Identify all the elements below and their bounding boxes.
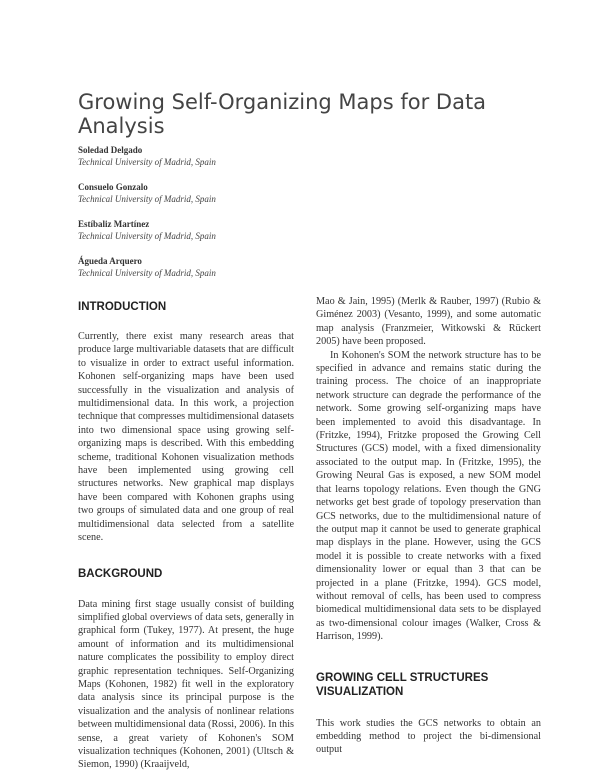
- paper-title: Growing Self-Organizing Maps for Data Analysis: [78, 90, 487, 138]
- author-name: Águeda Arquero: [78, 256, 142, 266]
- author-name: Consuelo Gonzalo: [78, 182, 148, 192]
- right-column: [316, 295, 541, 757]
- author-name: Estíbaliz Martínez: [78, 219, 150, 229]
- introduction-heading: INTRODUCTION: [78, 301, 167, 313]
- background-paragraph-part2: Mao & Jain, 1995) (Merlk & Rauber, 1997) (Rubio & Giménez 2003) (Vesanto, 1999), and some automatic map analysis (Franzmeier, Witkowski & Rückert 2005) have been proposed.: [316, 296, 541, 348]
- background-heading: BACKGROUND: [78, 567, 163, 580]
- author-entry: [78, 181, 378, 218]
- author-affiliation: Technical University of Madrid, Spain: [78, 268, 216, 278]
- author-name: Soledad Delgado: [78, 145, 143, 155]
- author-list: [78, 144, 378, 292]
- author-affiliation: Technical University of Madrid, Spain: [78, 194, 216, 204]
- author-affiliation: Technical University of Madrid, Spain: [78, 157, 216, 167]
- left-column: [78, 300, 294, 772]
- gcs-visualization-paragraph: This work studies the GCS networks to obtain an embedding method to project the bi-dimensional output: [316, 717, 541, 756]
- background-paragraph-part1: Data mining first stage usually consist of building simplified global overviews of data sets, generally in graphical form (Tukey, 1977). At present, the huge amount of information and its multidimensional nature complicates the possibility to employ direct graphic representation techniques. Self-Organizing Maps (Kohonen, 1982) fit well in the exploratory data analysis since its principal purpose is the visualization and the analysis of nonlinear relations between multidimensional data (Rossi, 2006). In this sense, a great variety of Kohonen's SOM visualization techniques (Kohonen, 2001) (Ultsch & Siemon, 1990) (Kraaijveld,: [78, 598, 294, 771]
- introduction-paragraph: Currently, there exist many research areas that produce large multivariable datasets that are difficult to visualize in order to extract useful information. Kohonen self-organizing maps have been used successfully in the visualization and analysis of multidimensional data. In this work, a projection technique that compresses multidimensional datasets into two dimensional space using growing self-organizing maps is described. With this embedding scheme, traditional Kohonen visualization methods have been implemented using growing cell structures networks. New graphical map displays have been compared with Kohonen graphs using two groups of simulated data and one group of real multidimensional data selected from a satellite scene.: [78, 331, 294, 544]
- background-paragraph-2: In Kohonen's SOM the network structure has to be specified in advance and remains static during the training process. The choice of an inappropriate network structure can degrade the performance of the network. Some growing self-organizing maps have been implemented to avoid this disadvantage. In (Fritzke, 1994), Fritzke proposed the Growing Cell Structures (GCS) model, with a fixed dimensionality associated to the output map. In (Fritzke, 1995), the Growing Neural Gas is exposed, a new SOM model that learns topology relations. Even though the GNG networks get best grade of topology preservation than GCS networks, due to the multidimensional nature of the output map it cannot be used to generate graphical map displays in the plane. However, using the GCS model it is possible to create networks with a fixed dimensionality lower or equal than 3 that can be projected in a plane (Fritzke, 1994). GCS model, without removal of cells, has been used to compress biomedical multidimensional data sets to be displayed as two-dimensional colour images (Walker, Cross & Harrison, 1999).: [316, 349, 541, 643]
- author-affiliation: Technical University of Madrid, Spain: [78, 231, 216, 241]
- author-entry: [78, 218, 378, 255]
- author-entry: [78, 144, 378, 181]
- author-entry: [78, 255, 378, 292]
- gcs-visualization-heading: GROWING CELL STRUCTURES VISUALIZATION: [316, 671, 489, 698]
